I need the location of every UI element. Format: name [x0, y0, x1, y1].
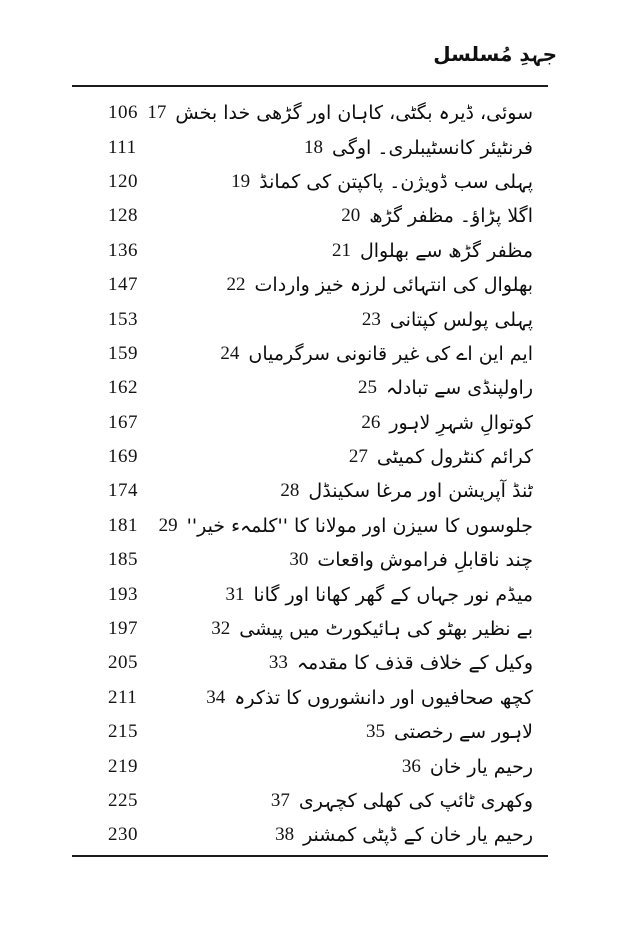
chapter-title: پہلی پولس کپتانی	[389, 308, 533, 331]
chapter-number: 19	[231, 170, 251, 192]
page-header-title: جہدِ مُسلسل	[433, 42, 557, 66]
chapter-number: 23	[361, 308, 381, 330]
toc-entry	[72, 818, 533, 852]
chapter-entry	[271, 790, 533, 812]
toc-entry	[72, 543, 533, 577]
chapter-title: وکیل کے خلاف قذف کا مقدمہ	[296, 652, 533, 675]
chapter-entry	[362, 309, 533, 331]
chapter-title: کوتوالِ شہرِ لاہور	[389, 411, 533, 434]
toc-entry	[72, 199, 533, 233]
page-number: 211	[108, 686, 138, 708]
chapter-entry	[402, 756, 533, 778]
chapter-number: 35	[365, 721, 385, 743]
chapter-entry	[147, 102, 533, 124]
chapter-title: راولپنڈی سے تبادلہ	[385, 377, 533, 400]
chapter-entry	[211, 618, 533, 640]
chapter-title: بے نظیر بھٹو کی ہائیکورٹ میں پیشی	[239, 618, 533, 641]
chapter-entry	[304, 137, 533, 159]
page-number: 205	[108, 652, 138, 674]
chapter-entry	[349, 446, 533, 468]
chapter-number: 31	[225, 583, 245, 605]
page-number: 159	[108, 342, 138, 364]
chapter-entry	[332, 240, 533, 262]
chapter-number: 22	[226, 274, 246, 296]
chapter-number: 32	[211, 618, 231, 640]
chapter-title: ایم این اے کی غیر قانونی سرگرمیاں	[248, 342, 533, 365]
chapter-number: 24	[220, 342, 240, 364]
toc-entry	[72, 509, 533, 543]
chapter-entry	[159, 515, 533, 537]
page-number: 174	[108, 480, 138, 502]
chapter-entry	[269, 652, 533, 674]
chapter-number: 38	[275, 824, 295, 846]
chapter-title: ٹنڈ آپریشن اور مرغا سکینڈل	[308, 480, 533, 503]
chapter-title: مظفر گڑھ سے بھلوال	[359, 239, 533, 262]
chapter-entry	[366, 721, 533, 743]
chapter-entry	[275, 824, 533, 846]
chapter-title: پہلی سب ڈویژن۔ پاکپتن کی کمانڈ	[259, 170, 533, 193]
toc-entry	[72, 337, 533, 371]
page-number: 147	[108, 274, 138, 296]
toc-entry	[72, 681, 533, 715]
chapter-number: 18	[303, 136, 323, 158]
toc-entry	[72, 784, 533, 818]
toc-entry	[72, 749, 533, 783]
chapter-entry	[226, 584, 534, 606]
toc-entry	[72, 646, 533, 680]
chapter-number: 21	[331, 239, 351, 261]
chapter-entry	[358, 377, 533, 399]
chapter-entry	[231, 171, 533, 193]
toc-entry	[72, 371, 533, 405]
page-number: 136	[108, 239, 138, 261]
chapter-title: سوئی، ڈیرہ بگٹی، کاہان اور گڑھی خدا بخش	[175, 102, 533, 125]
page-number: 197	[108, 618, 138, 640]
page-number: 193	[108, 583, 138, 605]
chapter-title: کچھ صحافیوں اور دانشوروں کا تذکرہ	[234, 686, 533, 709]
toc-entry	[72, 715, 533, 749]
chapter-entry	[206, 687, 533, 709]
toc-entry	[72, 302, 533, 336]
chapter-number: 29	[158, 514, 178, 536]
page-number: 169	[108, 446, 138, 468]
chapter-number: 17	[147, 102, 167, 124]
chapter-number: 25	[357, 377, 377, 399]
toc-entry	[72, 96, 533, 130]
chapter-number: 37	[270, 790, 290, 811]
chapter-title: چند ناقابلِ فراموش واقعات	[317, 549, 533, 572]
footer-divider-line	[72, 855, 548, 857]
toc-entry	[72, 440, 533, 474]
chapter-number: 34	[206, 686, 226, 708]
chapter-entry	[361, 412, 533, 434]
toc-entry	[72, 234, 533, 268]
chapter-number: 26	[361, 411, 381, 433]
toc-entry	[72, 612, 533, 646]
chapter-number: 27	[348, 446, 368, 468]
page-number: 215	[108, 721, 138, 743]
chapter-entry	[341, 205, 533, 227]
toc-entry	[72, 406, 533, 440]
chapter-title: وکھری ٹائپ کی کھلی کچہری	[298, 790, 533, 812]
chapter-entry	[220, 343, 533, 365]
toc-entry	[72, 577, 533, 611]
page-number: 120	[108, 170, 138, 192]
chapter-number: 33	[268, 652, 288, 674]
page-number: 128	[108, 205, 138, 227]
chapter-title: رحیم یار خان	[429, 755, 533, 778]
chapter-entry	[289, 549, 533, 571]
page-number: 111	[108, 136, 137, 158]
chapter-title: لاہور سے رخصتی	[393, 721, 533, 744]
chapter-title: کرائم کنٹرول کمیٹی	[376, 446, 533, 469]
chapter-number: 36	[401, 755, 421, 777]
chapter-number: 30	[289, 549, 309, 571]
chapter-number: 28	[280, 480, 300, 502]
chapter-number: 20	[341, 205, 361, 227]
header-divider-line	[72, 85, 548, 87]
chapter-title: اگلا پڑاؤ۔ مظفر گڑھ	[369, 205, 533, 228]
table-of-contents	[72, 96, 533, 853]
chapter-entry	[227, 274, 533, 296]
chapter-title: رحیم یار خان کے ڈپٹی کمشنر	[303, 824, 533, 847]
page-number: 185	[108, 549, 138, 571]
toc-entry	[72, 268, 533, 302]
page-number: 167	[108, 411, 138, 433]
page-number: 225	[108, 790, 138, 811]
page-number: 162	[108, 377, 138, 399]
chapter-title: میڈم نور جہاں کے گھر کھانا اور گانا	[253, 583, 533, 606]
toc-entry	[72, 130, 533, 164]
chapter-title: فرنٹیئر کانسٹیبلری۔ اوگی	[331, 136, 533, 159]
page-number: 219	[108, 755, 138, 777]
page-number: 181	[108, 514, 138, 536]
chapter-title: جلوسوں کا سیزن اور مولانا کا ''کلمہء خیر''	[186, 514, 533, 537]
page-number: 153	[108, 308, 138, 330]
chapter-title: بھلوال کی انتہائی لرزہ خیز واردات	[254, 274, 533, 297]
chapter-entry	[280, 480, 533, 502]
toc-entry	[72, 165, 533, 199]
page-number: 230	[108, 824, 138, 846]
toc-entry	[72, 474, 533, 508]
page-number: 106	[108, 102, 138, 124]
